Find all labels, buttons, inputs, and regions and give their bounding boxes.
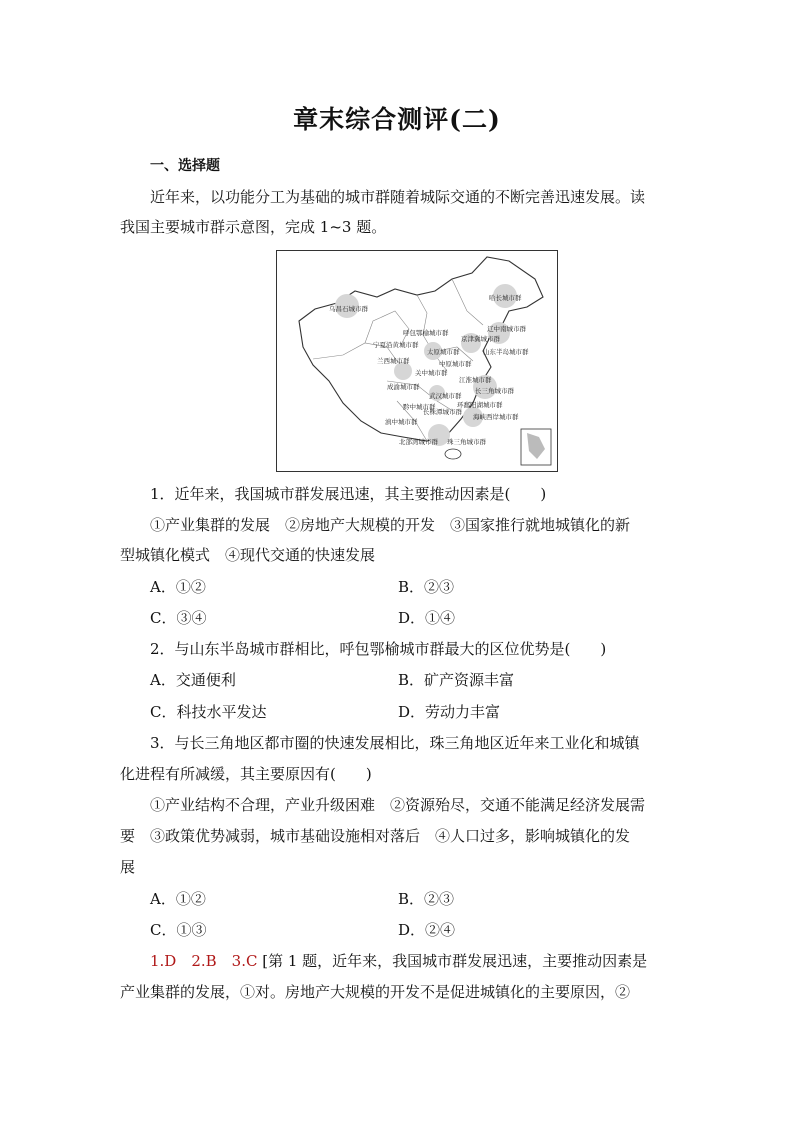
map-label: 滇中城市群 bbox=[385, 418, 418, 426]
intro-line-2: 我国主要城市群示意图，完成 1~3 题。 bbox=[120, 218, 387, 236]
section-heading: 一、选择题 bbox=[150, 158, 220, 174]
q3-option-d: D．②④ bbox=[398, 921, 456, 939]
map-label: 珠三角城市群 bbox=[447, 438, 486, 446]
map-label: 中原城市群 bbox=[439, 360, 472, 368]
q2-stem: 2．与山东半岛城市群相比，呼包鄂榆城市群最大的区位优势是( ) bbox=[150, 640, 607, 658]
answer-explanation-start: [第 1 题，近年来，我国城市群发展迅速，主要推动因素是 bbox=[262, 952, 648, 970]
q1-option-d: D．①④ bbox=[398, 609, 456, 627]
q1-stem: 1．近年来，我国城市群发展迅速，其主要推动因素是( ) bbox=[150, 485, 547, 503]
q3-option-c: C．①③ bbox=[150, 921, 207, 939]
map-label: 山东半岛城市群 bbox=[483, 348, 529, 356]
map-label: 北部湾城市群 bbox=[399, 438, 438, 446]
china-map-outline bbox=[277, 251, 557, 471]
q3-option-a: A．①② bbox=[150, 890, 206, 908]
intro-line-1: 近年来，以功能分工为基础的城市群随着城际交通的不断完善迅速发展。读 bbox=[150, 188, 646, 206]
map-label: 成渝城市群 bbox=[387, 383, 420, 391]
q2-option-d: D．劳动力丰富 bbox=[398, 703, 501, 721]
q3-stem-line-1: 3．与长三角地区都市圈的快速发展相比，珠三角地区近年来工业化和城镇 bbox=[150, 734, 640, 752]
map-label: 江淮城市群 bbox=[459, 376, 492, 384]
map-label: 长株潭城市群 bbox=[423, 408, 462, 416]
map-label: 京津冀城市群 bbox=[461, 335, 500, 343]
q3-stem-line-2: 化进程有所减缓，其主要原因有( ) bbox=[120, 765, 372, 783]
q1-statements-line-2: 型城镇化模式 ④现代交通的快速发展 bbox=[120, 546, 376, 564]
answer-line-1 bbox=[150, 951, 680, 971]
map-label: 黔中城市群 bbox=[403, 403, 436, 411]
map-label: 辽中南城市群 bbox=[487, 325, 526, 333]
q1-option-b: B．②③ bbox=[398, 578, 455, 596]
q1-statements-line-1: ①产业集群的发展 ②房地产大规模的开发 ③国家推行就地城镇化的新 bbox=[150, 516, 631, 534]
q2-option-b: B．矿产资源丰富 bbox=[398, 671, 515, 689]
city-cluster-map bbox=[276, 250, 558, 472]
answer-keys: 1.D 2.B 3.C bbox=[150, 952, 258, 970]
map-label: 呼包鄂榆城市群 bbox=[403, 329, 449, 337]
map-label: 太原城市群 bbox=[427, 348, 460, 356]
q3-statements-line-2: 要 ③政策优势减弱，城市基础设施相对落后 ④人口过多，影响城镇化的发 bbox=[120, 827, 631, 845]
q2-option-c: C．科技水平发达 bbox=[150, 703, 267, 721]
map-label: 长三角城市群 bbox=[475, 387, 514, 395]
map-label: 海峡西岸城市群 bbox=[473, 413, 519, 421]
map-label: 乌昌石城市群 bbox=[329, 305, 368, 313]
map-label: 武汉城市群 bbox=[429, 392, 462, 400]
q1-option-c: C．③④ bbox=[150, 609, 207, 627]
page-title: 章末综合测评(二) bbox=[293, 105, 501, 134]
q3-statements-line-3: 展 bbox=[120, 858, 136, 876]
q3-option-b: B．②③ bbox=[398, 890, 455, 908]
q2-option-a: A．交通便利 bbox=[150, 671, 236, 689]
q3-statements-line-1: ①产业结构不合理，产业升级困难 ②资源殆尽，交通不能满足经济发展需 bbox=[150, 796, 646, 814]
q1-option-a: A．①② bbox=[150, 578, 206, 596]
map-label: 关中城市群 bbox=[415, 369, 448, 377]
answer-line-2: 产业集群的发展，①对。房地产大规模的开发不是促进城镇化的主要原因，② bbox=[120, 983, 631, 1001]
map-label: 环鄱阳湖城市群 bbox=[457, 401, 503, 409]
map-label: 哈长城市群 bbox=[489, 294, 522, 302]
map-label: 兰西城市群 bbox=[377, 357, 410, 365]
map-label: 宁夏沿黄城市群 bbox=[373, 341, 419, 349]
